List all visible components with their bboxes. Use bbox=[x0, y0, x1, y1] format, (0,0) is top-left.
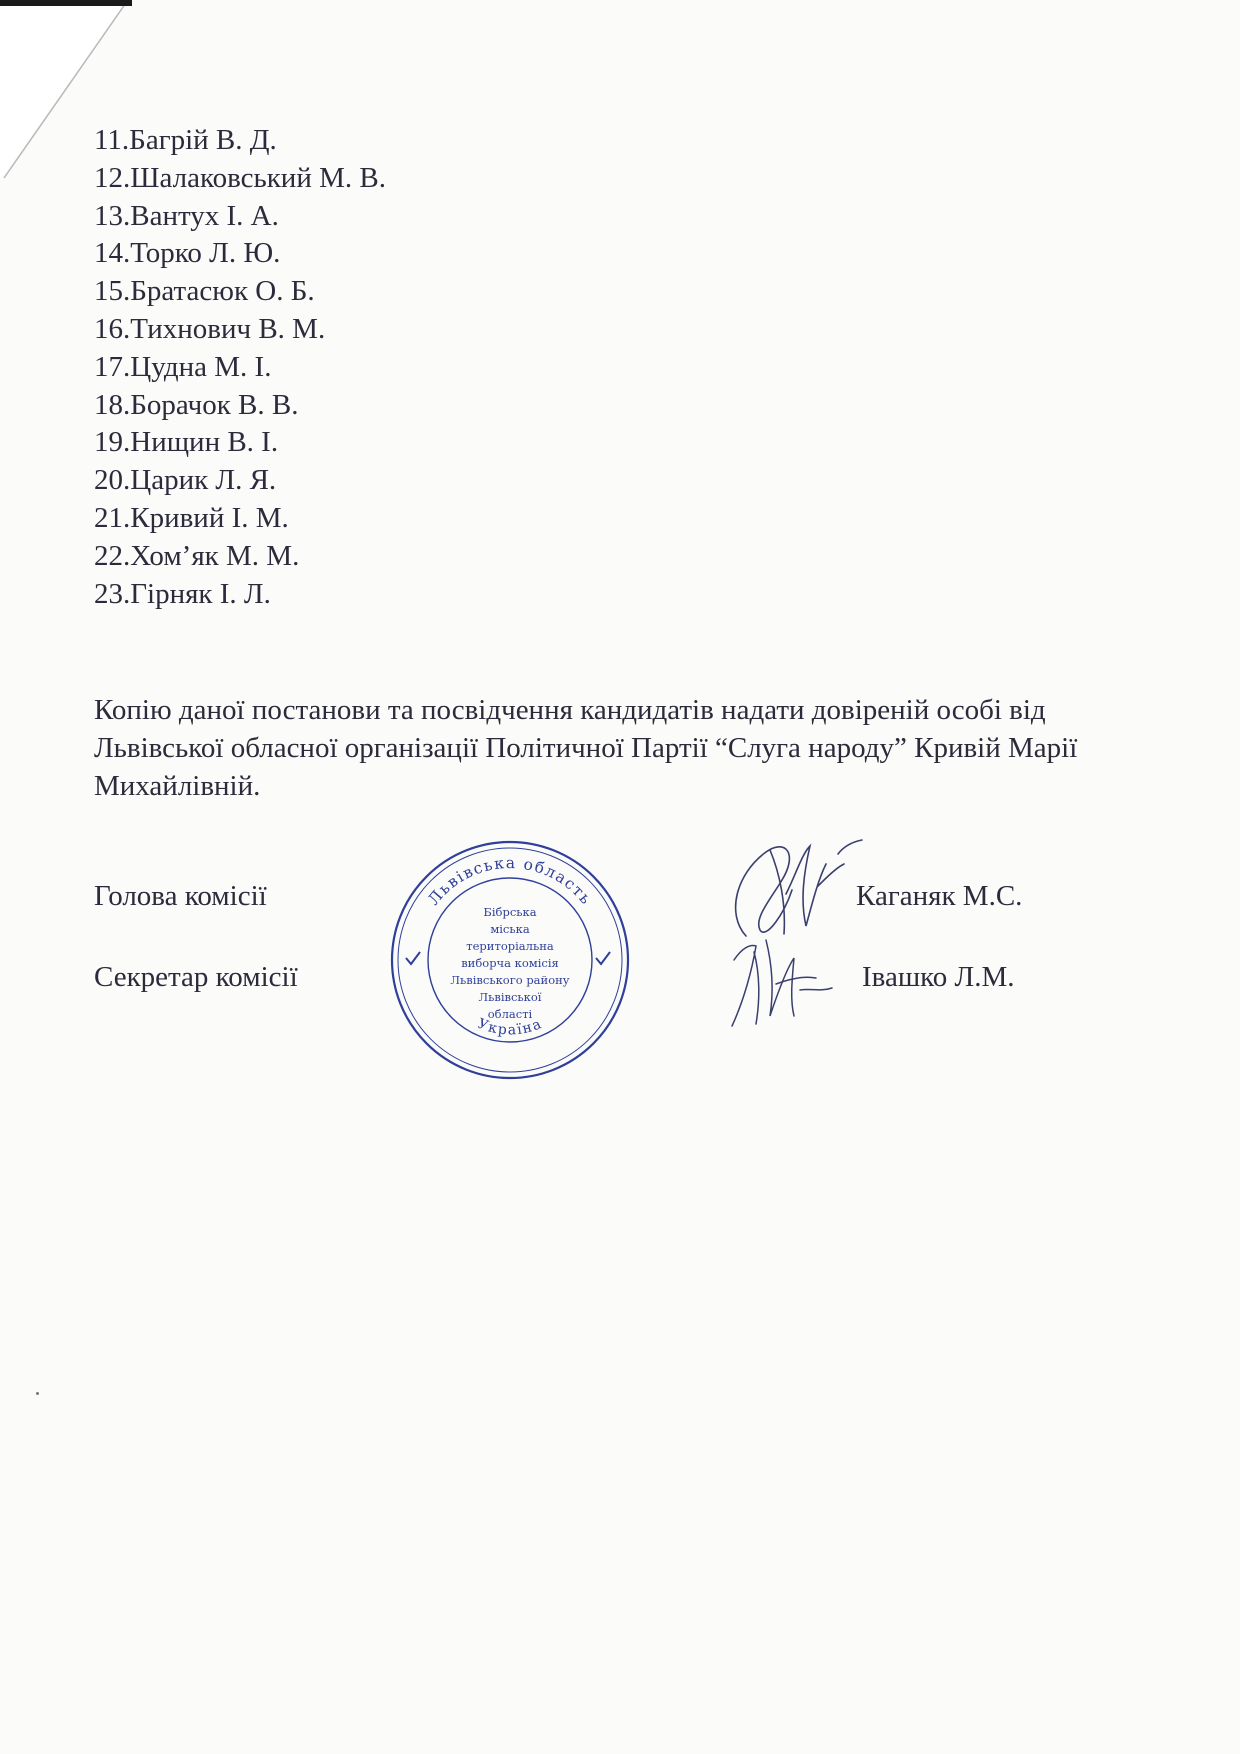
instruction-paragraph: Копію даної постанови та посвідчення кандидатів надати довіреній особі від Львівської обласної організації Політичної Партії “Слуга народу” Кривій Марії Михайлівній. bbox=[94, 694, 1078, 802]
list-item: 11.Багрій В. Д. bbox=[94, 124, 277, 156]
list-item: 20.Царик Л. Я. bbox=[94, 464, 277, 497]
list-item: 19.Нищин В. І. bbox=[94, 426, 279, 459]
svg-text:Львівського району: Львівського району bbox=[450, 973, 570, 987]
official-seal bbox=[388, 838, 632, 1082]
scan-speck bbox=[36, 1392, 39, 1395]
secretary-name: Івашко Л.М. bbox=[862, 961, 1015, 993]
svg-text:Бібрська: Бібрська bbox=[483, 905, 537, 919]
list-item: 16.Тихнович В. М. bbox=[94, 312, 326, 345]
head-signature bbox=[726, 834, 866, 942]
svg-text:Львівської: Львівської bbox=[478, 990, 542, 1004]
list-item: 22.Хом’як М. М. bbox=[94, 539, 300, 572]
svg-text:Україна: Україна bbox=[475, 1015, 545, 1039]
list-item: 14.Торко Л. Ю. bbox=[94, 237, 281, 270]
list-item: 12.Шалаковський М. В. bbox=[94, 161, 386, 194]
scan-edge bbox=[0, 0, 132, 6]
svg-text:виборча комісія: виборча комісія bbox=[461, 956, 559, 970]
svg-text:міська: міська bbox=[490, 922, 530, 936]
svg-text:Львівська область: Львівська область bbox=[424, 853, 596, 909]
svg-text:області: області bbox=[487, 1007, 533, 1021]
list-item: 13.Вантух І. А. bbox=[94, 199, 279, 232]
list-item: 18.Борачок В. В. bbox=[94, 388, 299, 421]
svg-text:територіальна: територіальна bbox=[466, 939, 554, 953]
candidate-list bbox=[94, 122, 386, 613]
head-name: Каганяк М.С. bbox=[856, 880, 1023, 912]
secretary-role-label: Секретар комісії bbox=[94, 961, 298, 993]
secretary-signature bbox=[716, 930, 836, 1030]
list-item: 15.Братасюк О. Б. bbox=[94, 275, 315, 308]
head-role-label: Голова комісії bbox=[94, 880, 267, 912]
list-item: 23.Гірняк І. Л. bbox=[94, 577, 271, 610]
list-item: 21.Кривий І. М. bbox=[94, 501, 289, 534]
list-item: 17.Цудна М. І. bbox=[94, 350, 272, 383]
